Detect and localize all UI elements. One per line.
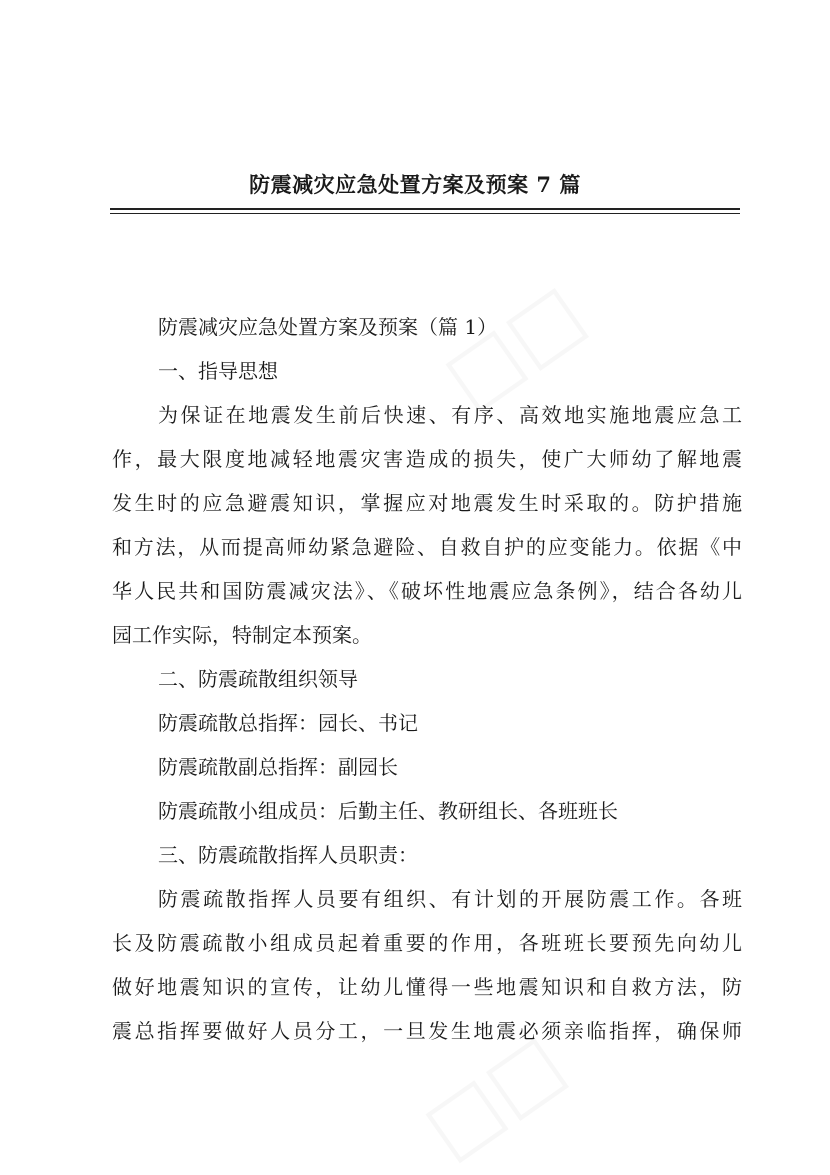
paragraph-line: 防震疏散指挥人员要有组织、有计划的开展防震工作。各班 xyxy=(158,887,742,911)
list-item: 防震疏散副总指挥：副园长 xyxy=(158,755,398,779)
document-body xyxy=(112,305,742,1053)
paragraph-line: 和方法，从而提高师幼紧急避险、自救自护的应变能力。依据《中 xyxy=(112,535,742,559)
paragraph-line: 做好地震知识的宣传，让幼儿懂得一些地震知识和自救方法，防 xyxy=(112,975,742,999)
paragraph-line: 长及防震疏散小组成员起着重要的作用，各班班长要预先向幼儿 xyxy=(112,931,742,955)
paragraph-line: 为保证在地震发生前后快速、有序、高效地实施地震应急工 xyxy=(158,403,742,427)
paragraph-line: 华人民共和国防震减灾法》、《破坏性地震应急条例》，结合各幼儿 xyxy=(112,579,742,603)
title-divider xyxy=(110,208,740,210)
paragraph-line: 作，最大限度地减轻地震灾害造成的损失，使广大师幼了解地震 xyxy=(112,447,742,471)
list-item: 防震疏散总指挥：园长、书记 xyxy=(158,711,418,735)
watermark: □□ xyxy=(427,265,601,426)
title-divider-thin xyxy=(110,213,740,214)
paragraph-line: 震总指挥要做好人员分工，一旦发生地震必须亲临指挥，确保师 xyxy=(112,1019,742,1043)
section-heading: 三、防震疏散指挥人员职责： xyxy=(158,843,418,867)
watermark: □□ xyxy=(407,1015,581,1175)
list-item: 防震疏散小组成员：后勤主任、教研组长、各班班长 xyxy=(158,799,618,823)
section-heading: 一、指导思想 xyxy=(158,359,278,383)
paragraph-line: 发生时的应急避震知识，掌握应对地震发生时采取的。防护措施 xyxy=(112,491,742,515)
paragraph-line: 园工作实际，特制定本预案。 xyxy=(112,623,372,647)
section-heading: 防震减灾应急处置方案及预案（篇 1） xyxy=(158,315,498,339)
section-heading: 二、防震疏散组织领导 xyxy=(158,667,358,691)
document-title: 防震减灾应急处置方案及预案 7 篇 xyxy=(249,172,581,197)
